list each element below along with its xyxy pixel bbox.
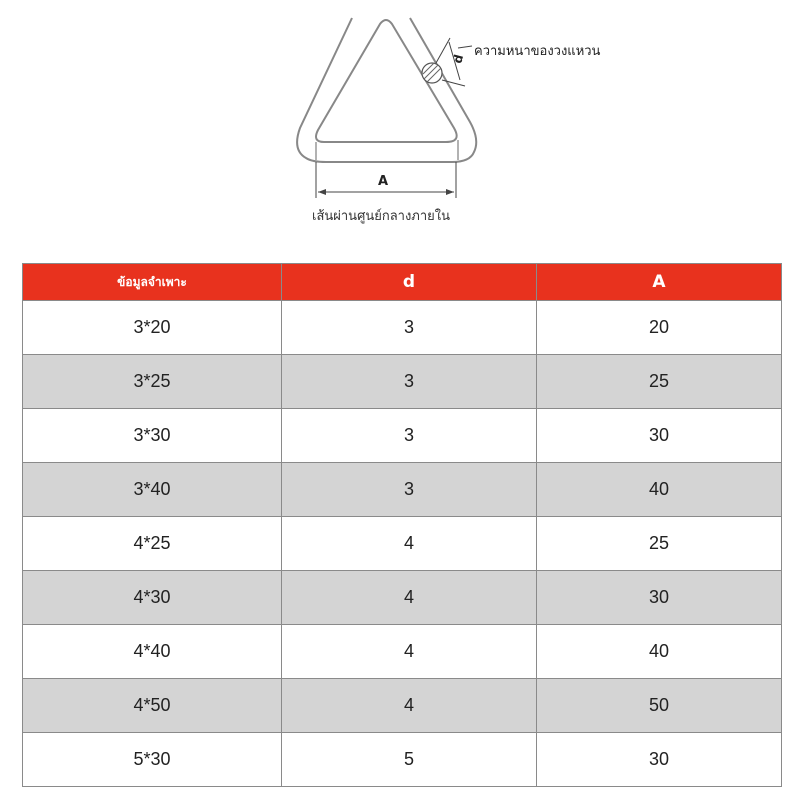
cell-spec: 3*20 (23, 301, 282, 355)
dimension-a-label: A (378, 174, 389, 189)
table-row (23, 409, 782, 463)
dimension-d-label: d (450, 53, 467, 65)
table-row (23, 571, 782, 625)
inner-diameter-label: เส้นผ่านศูนย์กลางภายใน (312, 209, 451, 224)
cell-a: 30 (537, 409, 782, 463)
cell-d: 4 (282, 517, 537, 571)
cell-d: 4 (282, 625, 537, 679)
table-row (23, 463, 782, 517)
header-d: d (282, 264, 537, 301)
cell-spec: 4*40 (23, 625, 282, 679)
table-row (23, 625, 782, 679)
cell-spec: 4*50 (23, 679, 282, 733)
cell-spec: 4*30 (23, 571, 282, 625)
cell-d: 5 (282, 733, 537, 787)
cell-d: 3 (282, 409, 537, 463)
d-leader (458, 46, 472, 48)
header-spec: ข้อมูลจำเพาะ (23, 264, 282, 301)
cell-a: 25 (537, 517, 782, 571)
cell-spec: 3*30 (23, 409, 282, 463)
cross-section-circle (422, 63, 442, 83)
cell-a: 30 (537, 733, 782, 787)
table-row (23, 733, 782, 787)
thickness-label: ความหนาของวงแหวน (474, 44, 601, 59)
cell-d: 4 (282, 679, 537, 733)
cell-a: 40 (537, 463, 782, 517)
table-row (23, 301, 782, 355)
table-row (23, 679, 782, 733)
table-row (23, 355, 782, 409)
cell-spec: 3*40 (23, 463, 282, 517)
cell-spec: 3*25 (23, 355, 282, 409)
cell-d: 4 (282, 571, 537, 625)
cell-spec: 5*30 (23, 733, 282, 787)
cell-d: 3 (282, 301, 537, 355)
triangle-ring-diagram (0, 0, 790, 240)
cell-a: 20 (537, 301, 782, 355)
cell-d: 3 (282, 355, 537, 409)
table-header-row (23, 264, 782, 301)
cell-a: 50 (537, 679, 782, 733)
d-ext-line-1 (436, 38, 450, 63)
spec-table (22, 263, 782, 787)
d-ext-line-2 (442, 80, 465, 86)
cell-a: 25 (537, 355, 782, 409)
cell-a: 40 (537, 625, 782, 679)
cell-a: 30 (537, 571, 782, 625)
triangle-ring-drawing (0, 0, 790, 240)
header-a: A (537, 264, 782, 301)
cell-d: 3 (282, 463, 537, 517)
cell-spec: 4*25 (23, 517, 282, 571)
table-row (23, 517, 782, 571)
